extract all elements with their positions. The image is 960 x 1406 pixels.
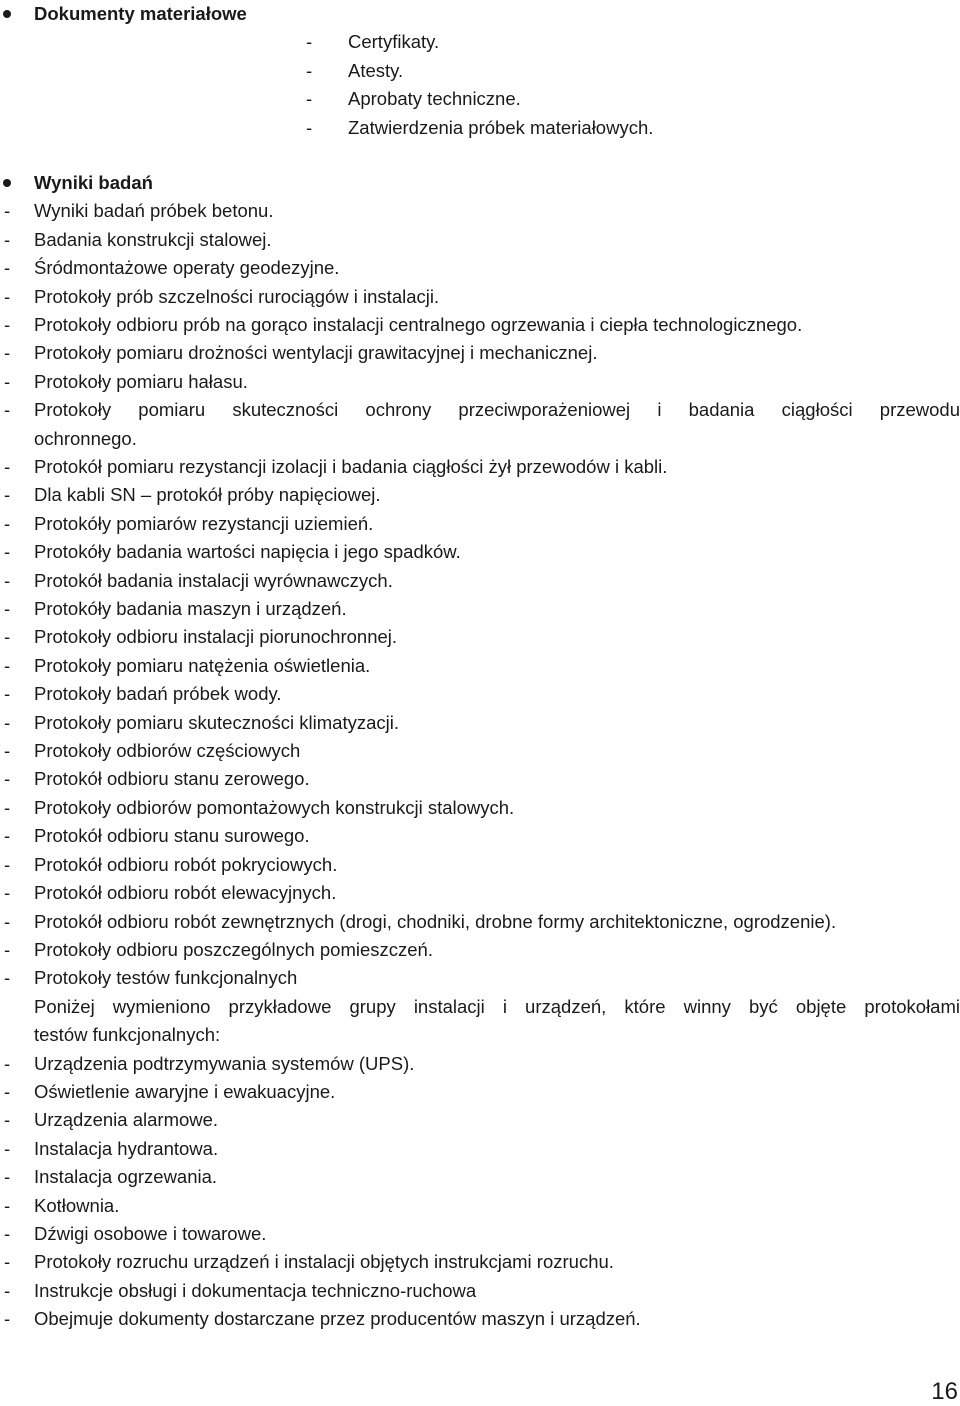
dash: - xyxy=(4,512,11,534)
list-item xyxy=(0,1106,960,1134)
list-item-text: Dla kabli SN – protokół próby napięciowej. xyxy=(34,484,381,506)
list-item-text: Kotłownia. xyxy=(34,1194,120,1216)
list-item xyxy=(0,851,960,879)
list-item-text: Protokoły rozruchu urządzeń i instalacji objętych instrukcjami rozruchu. xyxy=(34,1251,614,1273)
bullet-icon xyxy=(3,10,11,18)
list-item-text: Protokół odbioru stanu zerowego. xyxy=(34,768,310,790)
list-item-long xyxy=(0,396,960,453)
dash: - xyxy=(4,796,11,818)
list-item xyxy=(0,1078,960,1106)
dash: - xyxy=(4,853,11,875)
list-item-text: Dźwigi osobowe i towarowe. xyxy=(34,1222,267,1244)
list-item-text: Oświetlenie awaryjne i ewakuacyjne. xyxy=(34,1080,336,1102)
functional-tests-note xyxy=(0,993,960,1050)
dash: - xyxy=(4,711,11,733)
list-item-text: Protokół odbioru robót pokryciowych. xyxy=(34,853,338,875)
list-item xyxy=(0,339,960,367)
list-item xyxy=(0,936,960,964)
dash: - xyxy=(4,967,11,989)
section-heading-text: Dokumenty materiałowe xyxy=(34,3,247,24)
list-item-text: Obejmuje dokumenty dostarczane przez producentów maszyn i urządzeń. xyxy=(34,1308,641,1330)
list-item-text: Protokoły odbioru poszczególnych pomieszczeń. xyxy=(34,938,433,960)
list-item xyxy=(0,879,960,907)
list-item xyxy=(0,114,960,142)
dash: - xyxy=(4,768,11,790)
list-item xyxy=(0,311,960,339)
page-number: 16 xyxy=(931,1378,958,1405)
list-item-text: Zatwierdzenia próbek materiałowych. xyxy=(348,116,654,138)
list-item-text: Protokoły odbiorów pomontażowych konstrukcji stalowych. xyxy=(34,796,515,818)
materials-list xyxy=(0,28,960,142)
dash: - xyxy=(4,257,11,279)
list-item xyxy=(0,1050,960,1078)
dash: - xyxy=(4,683,11,705)
dash: - xyxy=(4,1194,11,1216)
dash: - xyxy=(4,825,11,847)
list-item xyxy=(0,652,960,680)
dash: - xyxy=(4,228,11,250)
list-item-text: Protokoły odbioru prób na gorąco instalacji centralnego ogrzewania i ciepła technologicznego. xyxy=(34,313,803,335)
dash: - xyxy=(4,910,11,932)
list-item-text: Protokoły pomiaru hałasu. xyxy=(34,370,248,392)
dash: - xyxy=(4,541,11,563)
list-item xyxy=(0,908,960,936)
dash: - xyxy=(4,938,11,960)
list-item xyxy=(0,737,960,765)
list-item xyxy=(0,794,960,822)
list-item xyxy=(0,765,960,793)
dash: - xyxy=(306,88,313,110)
list-item xyxy=(0,28,960,56)
list-item xyxy=(0,1163,960,1191)
list-item-text: Protokoły prób szczelności rurociągów i instalacji. xyxy=(34,285,440,307)
list-item-text: Protokóły badania wartości napięcia i jego spadków. xyxy=(34,541,461,563)
dash: - xyxy=(4,1052,11,1074)
dash: - xyxy=(4,200,11,222)
dash: - xyxy=(4,313,11,335)
list-item-text: Protokół pomiaru rezystancji izolacji i badania ciągłości żył przewodów i kabli. xyxy=(34,456,668,477)
list-item-text: Protokóły badania maszyn i urządzeń. xyxy=(34,598,347,620)
dash: - xyxy=(306,31,313,53)
list-item xyxy=(0,567,960,595)
dash: - xyxy=(4,654,11,676)
list-item xyxy=(0,623,960,651)
list-item-text: Protokoły odbioru instalacji piorunochronnej. xyxy=(34,626,398,648)
dash: - xyxy=(306,116,313,138)
dash: - xyxy=(4,370,11,392)
list-item xyxy=(0,510,960,538)
list-item-text: Protokoły testów funkcjonalnych xyxy=(34,967,298,989)
dash: - xyxy=(4,626,11,648)
dash: - xyxy=(4,285,11,307)
dash: - xyxy=(4,1308,11,1330)
list-item xyxy=(0,283,960,311)
note-line1: Poniżej wymieniono przykładowe grupy instalacji i urządzeń, które winny być objęte protokołami xyxy=(34,995,960,1017)
list-item xyxy=(0,481,960,509)
section-heading-results xyxy=(0,169,960,197)
dash: - xyxy=(4,569,11,591)
list-item xyxy=(0,1220,960,1248)
list-item xyxy=(0,226,960,254)
list-item-text-line1: Protokoły pomiaru skuteczności ochrony przeciwporażeniowej i badania ciągłości przewodu xyxy=(34,399,960,421)
list-item xyxy=(0,453,960,481)
list-item-text: Protokół odbioru stanu surowego. xyxy=(34,825,310,847)
dash: - xyxy=(4,399,11,421)
list-item xyxy=(0,57,960,85)
list-item-text: Badania konstrukcji stalowej. xyxy=(34,228,272,250)
list-item xyxy=(0,197,960,225)
list-item xyxy=(0,680,960,708)
list-item xyxy=(0,85,960,113)
list-item-text: Aprobaty techniczne. xyxy=(348,88,521,110)
results-list xyxy=(0,197,960,1333)
list-item-text: Protokoły pomiaru skuteczności klimatyzacji. xyxy=(34,711,399,733)
list-item-text: Protokół odbioru robót zewnętrznych (drogi, chodniki, drobne formy architektoniczne, ogrodzenie). xyxy=(34,910,837,932)
list-item-text: Protokół odbioru robót elewacyjnych. xyxy=(34,882,337,904)
list-item-text: Urządzenia podtrzymywania systemów (UPS). xyxy=(34,1052,415,1074)
list-item xyxy=(0,254,960,282)
list-item xyxy=(0,1248,960,1276)
list-item xyxy=(0,1135,960,1163)
section-heading-materials xyxy=(0,0,960,28)
dash: - xyxy=(4,1137,11,1159)
list-item xyxy=(0,1277,960,1305)
list-item-text: Śródmontażowe operaty geodezyjne. xyxy=(34,257,340,279)
list-item-text: Protokoły pomiaru natężenia oświetlenia. xyxy=(34,654,371,676)
list-item-text: Certyfikaty. xyxy=(348,31,440,53)
dash: - xyxy=(4,1279,11,1301)
list-item-text: Urządzenia alarmowe. xyxy=(34,1109,219,1131)
dash: - xyxy=(4,882,11,904)
dash: - xyxy=(4,1166,11,1188)
list-item-text: Wyniki badań próbek betonu. xyxy=(34,200,274,222)
dash: - xyxy=(4,740,11,762)
list-item-text: Protokoły pomiaru drożności wentylacji grawitacyjnej i mechanicznej. xyxy=(34,342,598,364)
list-item-text: Instalacja ogrzewania. xyxy=(34,1166,218,1188)
section-heading-text: Wyniki badań xyxy=(34,171,153,193)
list-item-text: Atesty. xyxy=(348,59,404,81)
list-item xyxy=(0,822,960,850)
list-item-text: Protokoły badań próbek wody. xyxy=(34,683,282,705)
dash: - xyxy=(4,1222,11,1244)
list-item xyxy=(0,709,960,737)
list-item xyxy=(0,368,960,396)
list-item-text: Protokoły odbiorów częściowych xyxy=(34,740,301,762)
list-item-text-line2: ochronnego. xyxy=(34,427,137,449)
dash: - xyxy=(306,59,313,81)
list-item xyxy=(0,1192,960,1220)
note-line2: testów funkcjonalnych: xyxy=(34,1024,221,1046)
list-item xyxy=(0,538,960,566)
list-item xyxy=(0,595,960,623)
dash: - xyxy=(4,1109,11,1131)
dash: - xyxy=(4,1251,11,1273)
dash: - xyxy=(4,484,11,506)
list-item-text: Instrukcje obsługi i dokumentacja techniczno-ruchowa xyxy=(34,1279,477,1301)
dash: - xyxy=(4,342,11,364)
list-item-text: Protokół badania instalacji wyrównawczych. xyxy=(34,569,393,591)
dash: - xyxy=(4,598,11,620)
dash: - xyxy=(4,456,11,477)
list-item-text: Instalacja hydrantowa. xyxy=(34,1137,219,1159)
list-item xyxy=(0,964,960,992)
list-item xyxy=(0,1305,960,1333)
dash: - xyxy=(4,1080,11,1102)
list-item-text: Protokóły pomiarów rezystancji uziemień. xyxy=(34,512,374,534)
bullet-icon xyxy=(3,179,11,187)
